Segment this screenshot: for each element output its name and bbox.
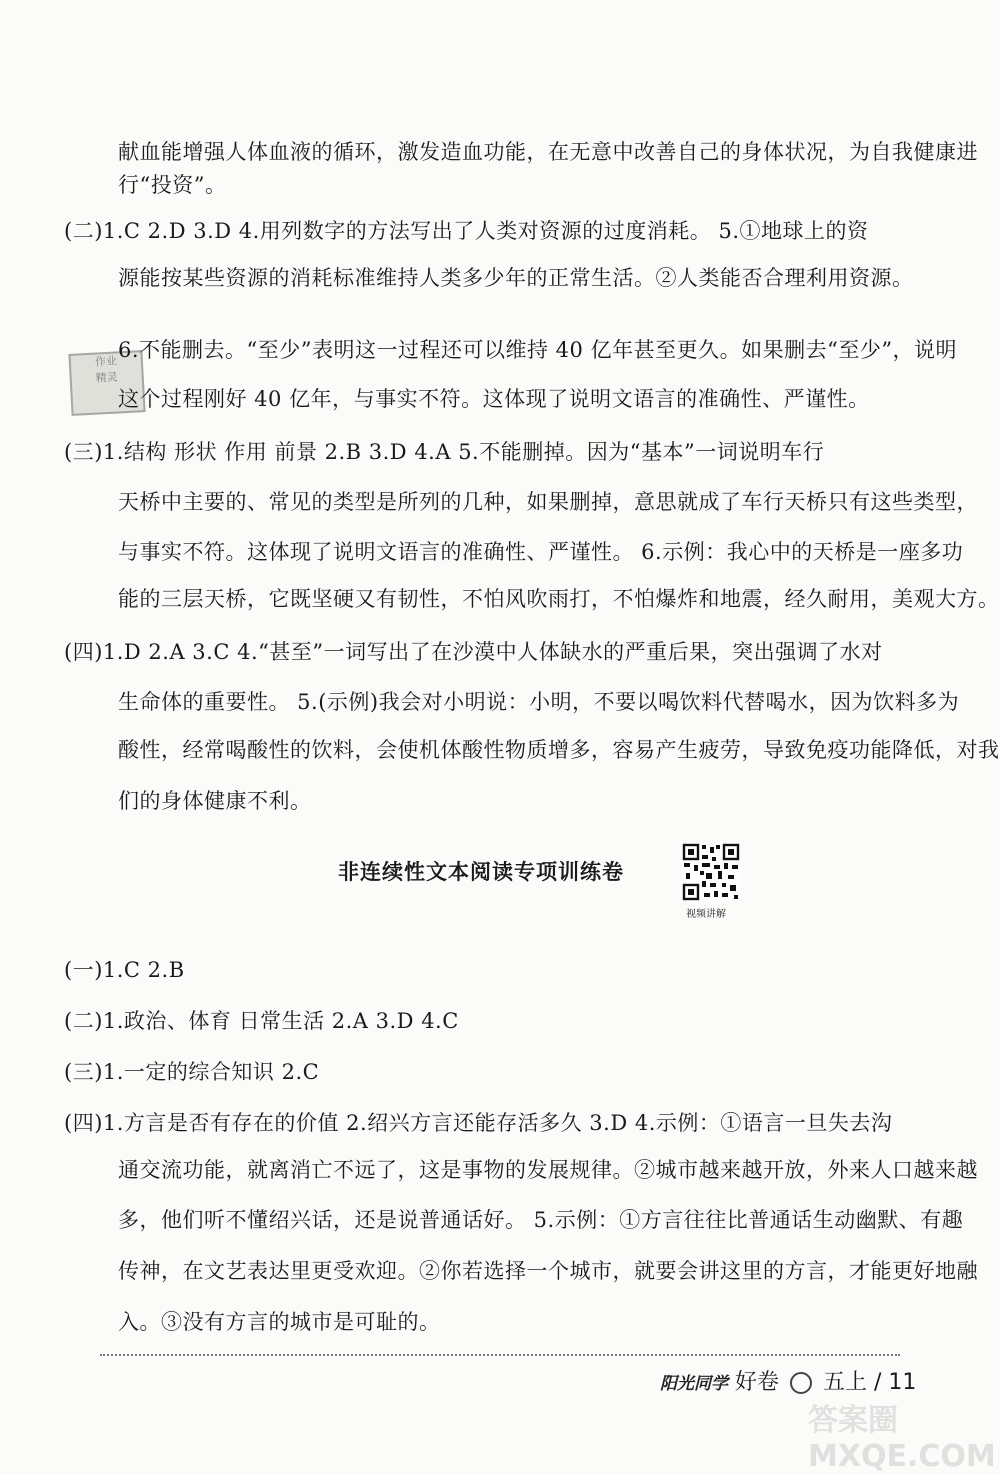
grade-label: 五上 — [823, 1370, 868, 1395]
badge-icon — [790, 1372, 812, 1394]
body-line: 酸性，经常喝酸性的饮料，会使机体酸性物质增多，容易产生疲劳，导致免疫功能降低，对我 — [118, 738, 1000, 762]
body-line: (四)1.方言是否有存在的价值 2.绍兴方言还能存活多久 3.D 4.示例：①语言一旦失去沟 — [64, 1111, 893, 1135]
body-line: (一)1.C 2.B — [64, 958, 185, 982]
body-line: 入。③没有方言的城市是可耻的。 — [118, 1310, 441, 1334]
body-line: (二)1.政治、体育 日常生活 2.A 3.D 4.C — [64, 1009, 459, 1033]
body-line: (三)1.结构 形状 作用 前景 2.B 3.D 4.A 5.不能删掉。因为“基本”一词说明车行 — [64, 440, 825, 464]
page-footer — [660, 1365, 916, 1396]
body-line: 们的身体健康不利。 — [118, 789, 312, 813]
body-line: (三)1.一定的综合知识 2.C — [64, 1060, 320, 1084]
body-line: 传神，在文艺表达里更受欢迎。②你若选择一个城市，就要会讲这里的方言，才能更好地融 — [118, 1259, 978, 1283]
body-line: 6.不能删去。“至少”表明这一过程还可以维持 40 亿年甚至更久。如果删去“至少”，说明 — [118, 338, 958, 362]
footer-divider — [100, 1354, 900, 1356]
body-line: 献血能增强人体血液的循环，激发造血功能，在无意中改善自己的身体状况，为自我健康进 — [118, 140, 978, 164]
qr-label: 视频讲解 — [686, 909, 726, 920]
section-title: 非连续性文本阅读专项训练卷 — [338, 860, 624, 884]
watermark: 答案圈 MXQE.COM — [808, 1403, 996, 1474]
body-line: 能的三层天桥，它既坚硬又有韧性，不怕风吹雨打，不怕爆炸和地震，经久耐用，美观大方。 — [118, 587, 1000, 611]
body-line: 源能按某些资源的消耗标准维持人类多少年的正常生活。②人类能否合理利用资源。 — [118, 266, 914, 290]
brand-logo: 阳光同学 — [660, 1374, 728, 1394]
body-line: (四)1.D 2.A 3.C 4.“甚至”一词写出了在沙漠中人体缺水的严重后果，突出强调了水对 — [64, 640, 883, 664]
body-line: 行“投资”。 — [118, 173, 227, 197]
body-line: 天桥中主要的、常见的类型是所列的几种，如果删掉，意思就成了车行天桥只有这些类型， — [118, 490, 978, 514]
series-name: 好卷 — [735, 1370, 780, 1395]
body-line: 这个过程刚好 40 亿年，与事实不符。这体现了说明文语言的准确性、严谨性。 — [118, 387, 870, 411]
body-line: 与事实不符。这体现了说明文语言的准确性、严谨性。 6.示例：我心中的天桥是一座多功 — [118, 540, 964, 564]
stamp-text-2: 精灵 — [95, 370, 119, 385]
stamp-text-1: 作业 — [94, 354, 118, 369]
body-line: (二)1.C 2.D 3.D 4.用列数字的方法写出了人类对资源的过度消耗。 5.①地球上的资 — [64, 219, 869, 243]
qr-code-icon — [682, 843, 740, 901]
body-line: 生命体的重要性。 5.(示例)我会对小明说：小明，不要以喝饮料代替喝水，因为饮料多为 — [118, 690, 960, 714]
body-line: 通交流功能，就离消亡不远了，这是事物的发展规律。②城市越来越开放，外来人口越来越 — [118, 1158, 978, 1182]
body-line: 多，他们听不懂绍兴话，还是说普通话好。 5.示例：①方言往往比普通话生动幽默、有趣 — [118, 1208, 964, 1232]
page-number: / 11 — [874, 1370, 917, 1395]
